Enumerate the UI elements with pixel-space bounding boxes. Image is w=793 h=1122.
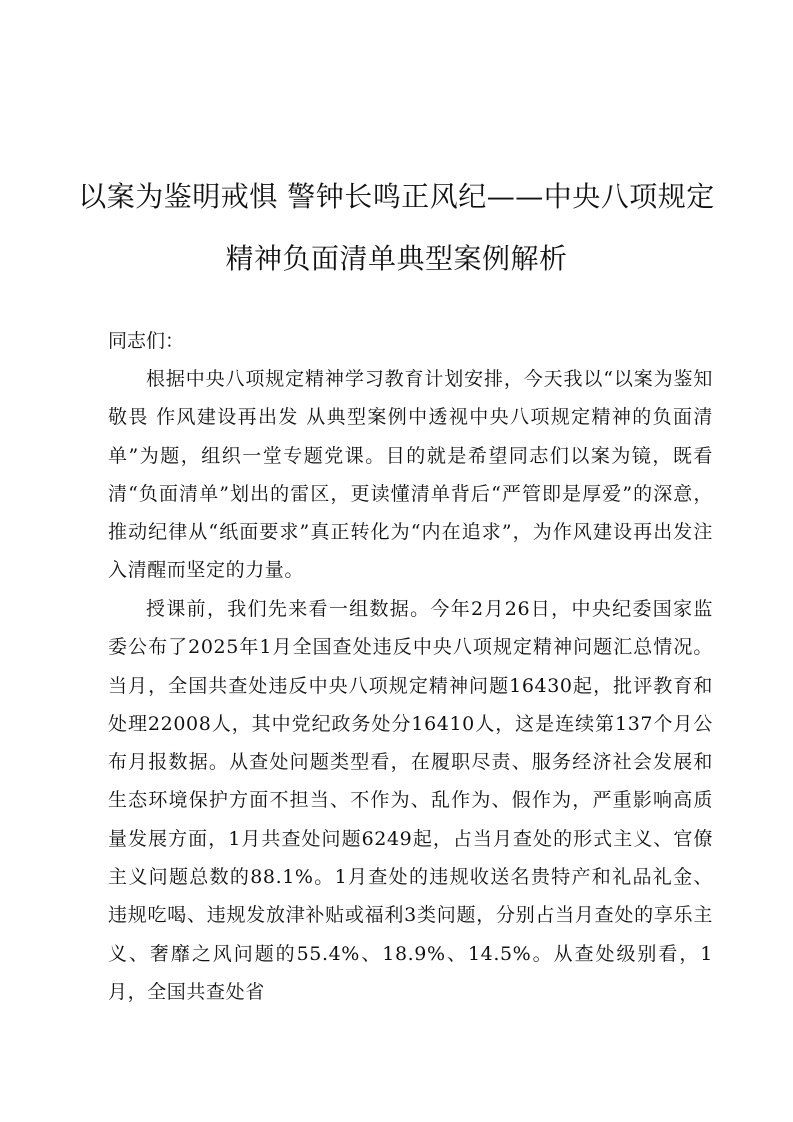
body-paragraph: 根据中央八项规定精神学习教育计划安排，今天我以“以案为鉴知敬畏 作风建设再出发 从典型案例中透视中央八项规定精神的负面清单”为题，组织一堂专题党课。目的就是希望同志们以案为镜，既看清“负面清单”划出的雷区，更读懂清单背后“严管即是厚爱”的深意，推动纪律从“纸面要求”真正转化为“内在追求”，为作风建设再出发注入清醒而坚定的力量。 [108, 368, 713, 582]
salutation: 同志们： [108, 330, 185, 352]
body-paragraph: 授课前，我们先来看一组数据。今年2月26日，中央纪委国家监委公布了2025年1月全国查处违反中央八项规定精神问题汇总情况。当月，全国共查处违反中央八项规定精神问题16430起，批评教育和处理22008人，其中党纪政务处分16410人，这是连续第137个月公布月报数据。从查处问题类型看，在履职尽责、服务经济社会发展和生态环境保护方面不担当、不作为、乱作为、假作为，严重影响高质量发展方面，1月共查处问题6249起，占当月查处的形式主义、官僚主义问题总数的88.1%。1月查处的违规收送名贵特产和礼品礼金、违规吃喝、违规发放津补贴或福利3类问题，分别占当月查处的享乐主义、奢靡之风问题的55.4%、18.9%、14.5%。从查处级别看，1月，全国共查处省 [108, 598, 713, 1003]
document-title: 以案为鉴明戒惧 警钟长鸣正风纪——中央八项规定精神负面清单典型案例解析 [78, 180, 715, 275]
